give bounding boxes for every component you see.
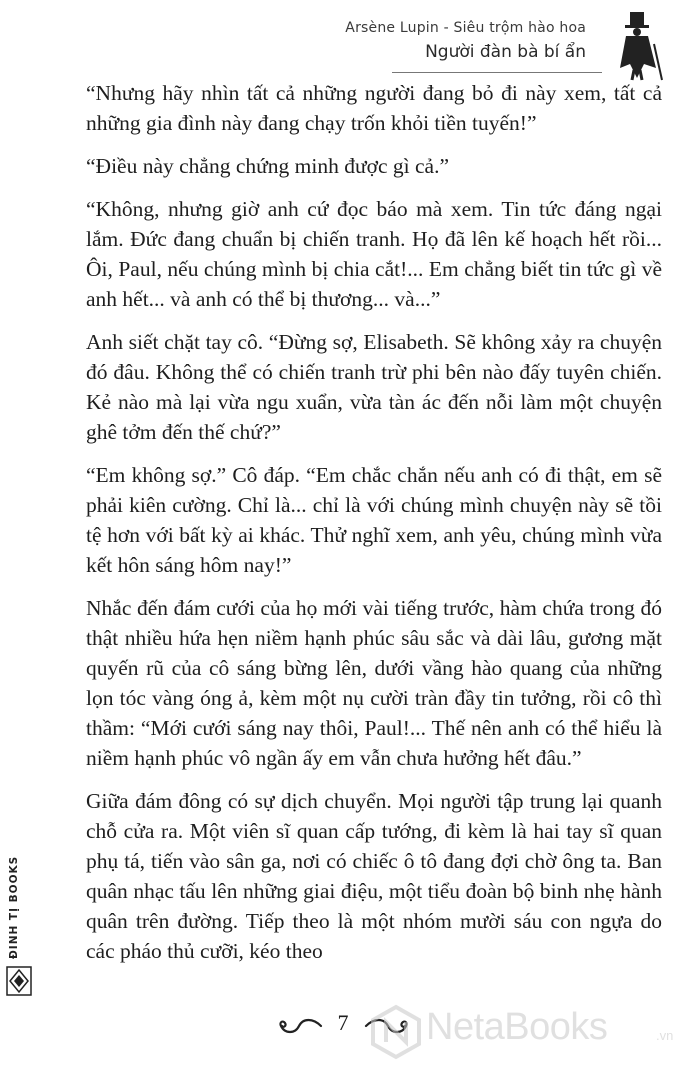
- paragraph: Anh siết chặt tay cô. “Đừng sợ, Elisabeth. Sẽ không xảy ra chuyện đó đâu. Không thể có chiến tranh trừ phi bên nào đấy tuyên chiến. Kẻ nào mà lại vừa ngu xuẩn, vừa tàn ác đến nỗi làm một chuyện ghê tởm đến thế chứ?”: [86, 330, 662, 444]
- book-title: Người đàn bà bí ẩn: [425, 42, 586, 62]
- publisher-label: ĐINH TỊ BOOKS: [8, 855, 20, 959]
- paragraph: “Nhưng hãy nhìn tất cả những người đang bỏ đi này xem, tất cả những gia đình này đang chạy trốn khỏi tiền tuyến!”: [86, 81, 662, 135]
- watermark-suffix: .vn: [656, 1028, 674, 1043]
- page-number: 7: [337, 1010, 349, 1035]
- paragraph: Giữa đám đông có sự dịch chuyển. Mọi người tập trung lại quanh chỗ cửa ra. Một viên sĩ quan cấp tướng, đi kèm là hai tay sĩ quan phụ tá, tiến vào sân ga, nơi có chiếc ô tô đang đợi chờ ông ta. Ban quân nhạc tấu lên những giai điệu, một tiểu đoàn bộ binh nhẹ hành quân trên đường. Tiếp theo là một nhóm mười sáu con ngựa do các pháo thủ cưỡi, kéo theo: [86, 789, 662, 963]
- watermark-text: NetaBooks: [426, 1006, 608, 1048]
- page-footer: [0, 1002, 700, 1062]
- running-header: [322, 8, 682, 82]
- paragraph: Nhắc đến đám cưới của họ mới vài tiếng trước, hàm chứa trong đó thật nhiều hứa hẹn niềm hạnh phúc sâu sắc và dài lâu, gương mặt quyến rũ của cô sáng bừng lên, dưới vầng hào quang của những lọn tóc vàng óng ả, kèm một nụ cười tràn đầy tin tưởng, rồi cô thì thầm: “Mới cưới sáng nay thôi, Paul!... Thế nên anh có thể hiểu là niềm hạnh phúc vô ngần ấy em vẫn chưa hưởng hết đâu.”: [86, 596, 662, 770]
- paragraph: “Em không sợ.” Cô đáp. “Em chắc chắn nếu anh có đi thật, em sẽ phải kiên cường. Chỉ là... chỉ là với chúng mình chuyện này sẽ tồi tệ hơn với bất kỳ ai khác. Thử nghĩ xem, anh yêu, chúng mình vừa kết hôn sáng hôm nay!”: [86, 463, 662, 577]
- series-title: Arsène Lupin - Siêu trộm hào hoa: [345, 20, 586, 36]
- paragraph: “Không, nhưng giờ anh cứ đọc báo mà xem. Tin tức đáng ngại lắm. Đức đang chuẩn bị chiến tranh. Họ đã lên kế hoạch hết rồi... Ôi, Paul, nếu chúng mình bị chia cắt!... Em chẳng biết tin tức gì về anh hết... và anh có thể bị thương... và...”: [86, 197, 662, 311]
- gentleman-thief-icon: [604, 8, 676, 82]
- header-rule: [392, 72, 602, 73]
- page-body: [86, 78, 662, 979]
- publisher-brand: [6, 852, 36, 1002]
- publisher-logo-icon: [6, 966, 32, 996]
- watermark: [366, 1002, 696, 1062]
- ornament-left-icon: [273, 1016, 323, 1036]
- netabooks-logo-icon: [368, 1004, 424, 1060]
- paragraph: “Điều này chẳng chứng minh được gì cả.”: [86, 154, 450, 178]
